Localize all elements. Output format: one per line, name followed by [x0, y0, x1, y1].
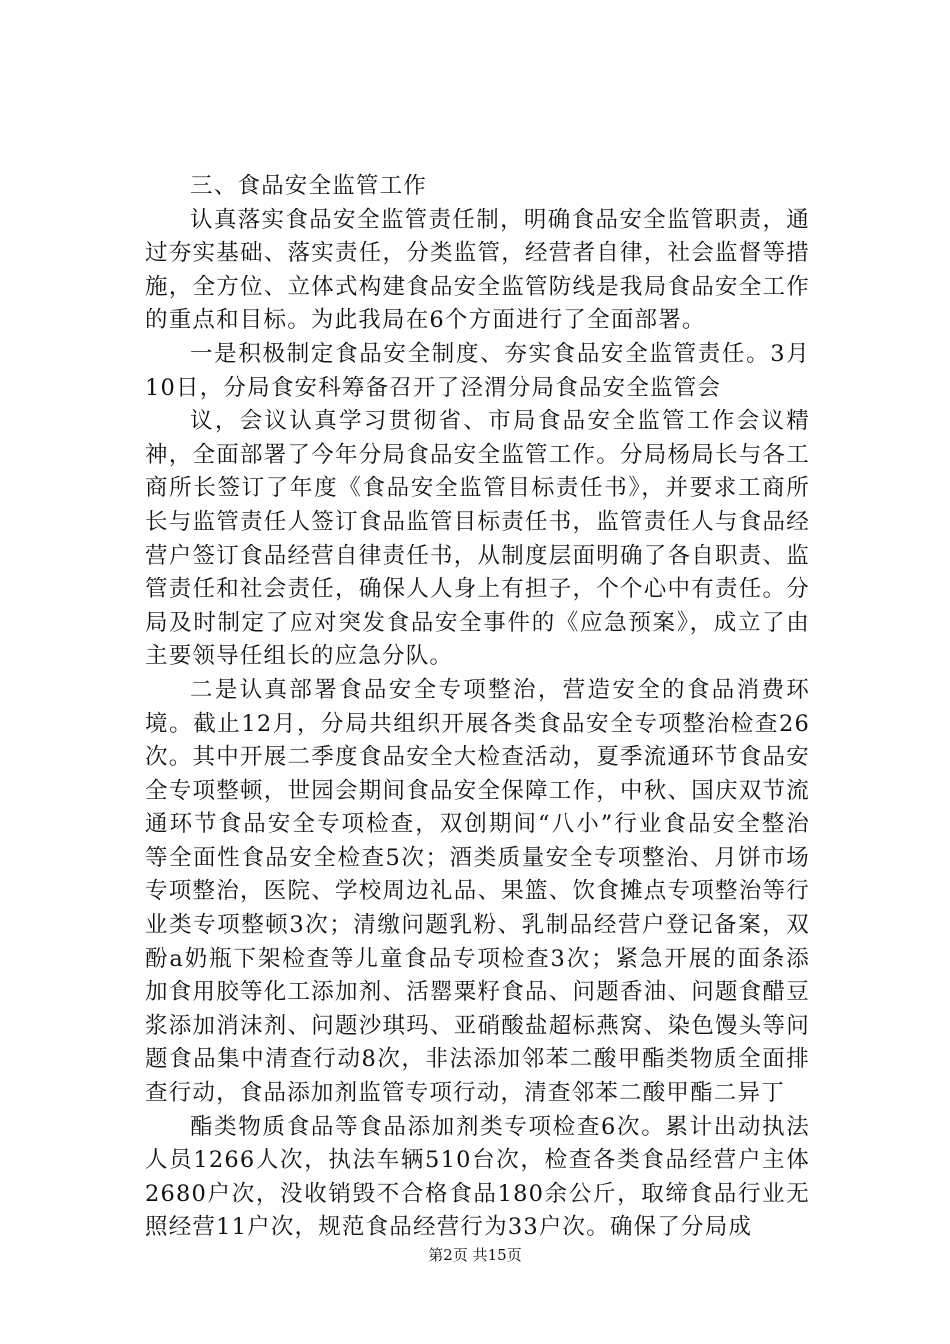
- section-heading: 三、食品安全监管工作: [190, 173, 428, 199]
- paragraph-item-one: 一是积极制定食品安全制度、夯实食品安全监管责任。3月10日，分局食安科筹备召开了泾渭分局食品安全监管会: [145, 340, 810, 401]
- paragraph-item-one-continued: 议，会议认真学习贯彻省、市局食品安全监管工作会议精神，全面部署了今年分局食品安全监管工作。分局杨局长与各工商所长签订了年度《食品安全监管目标责任书》，并要求工商所长与监管责任人签订食品监管目标责任书，监管责任人与食品经营户签订食品经营自律责任书，从制度层面明确了各自职责、监管责任和社会责任，确保人人身上有担子，个个心中有责任。分局及时制定了应对突发食品安全事件的《应急预案》，成立了由主要领导任组长的应急分队。: [145, 408, 810, 670]
- page-number-footer: 第2页 共15页: [428, 1246, 522, 1264]
- paragraph-intro: 认真落实食品安全监管责任制，明确食品安全监管职责，通过夯实基础、落实责任，分类监管，经营者自律，社会监督等措施，全方位、立体式构建食品安全监管防线是我局食品安全工作的重点和目标。为此我局在6个方面进行了全面部署。: [145, 206, 810, 334]
- paragraph-item-two-continued: 酯类物质食品等食品添加剂类专项检查6次。累计出动执法人员1266人次，执法车辆510台次，检查各类食品经营户主体2680户次，没收销毁不合格食品180余公斤，取缔食品行业无照经营11户次，规范食品经营行为33户次。确保了分局成: [145, 1113, 810, 1241]
- document-body: [145, 170, 810, 1245]
- paragraph-item-two: 二是认真部署食品安全专项整治，营造安全的食品消费环境。截止12月，分局共组织开展各类食品安全专项整治检查26次。其中开展二季度食品安全大检查活动，夏季流通环节食品安全专项整顿，世园会期间食品安全保障工作，中秋、国庆双节流通环节食品安全专项检查，双创期间“八小”行业食品安全整治等全面性食品安全检查5次；酒类质量安全专项整治、月饼市场专项整治，医院、学校周边礼品、果篮、饮食摊点专项整治等行业类专项整顿3次；清缴问题乳粉、乳制品经营户登记备案，双酚a奶瓶下架检查等儿童食品专项检查3次；紧急开展的面条添加食用胶等化工添加剂、活罂粟籽食品、问题香油、问题食醋豆浆添加消沫剂、问题沙琪玛、亚硝酸盐超标燕窝、染色馒头等问题食品集中清查行动8次，非法添加邻苯二酸甲酯类物质全面排查行动，食品添加剂监管专项行动，清查邻苯二酸甲酯二异丁: [145, 676, 810, 1107]
